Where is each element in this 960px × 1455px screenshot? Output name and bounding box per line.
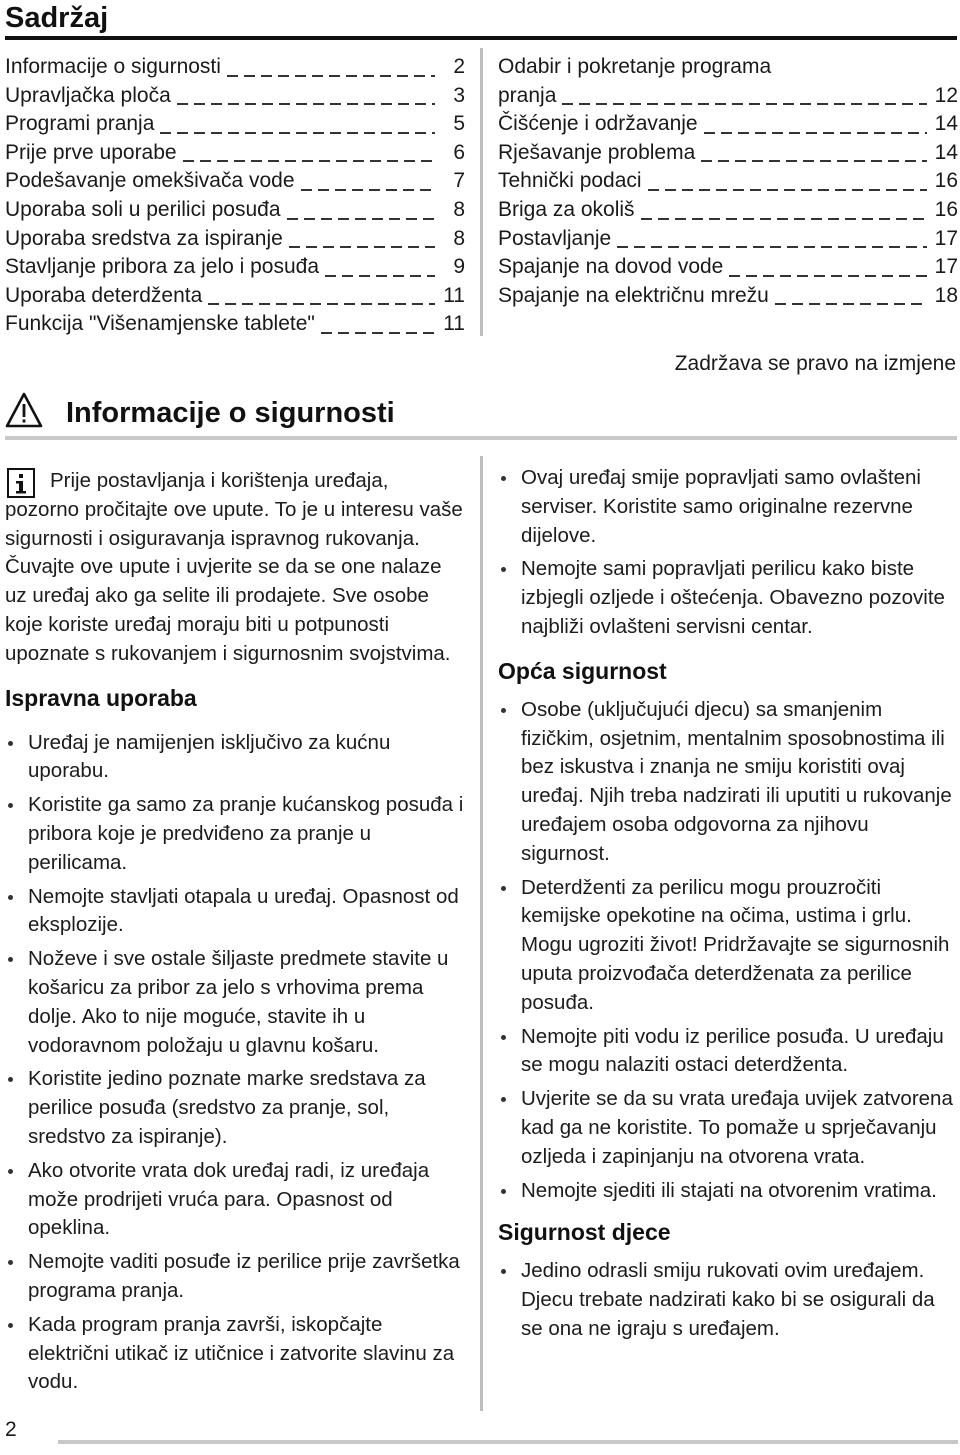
- toc-entry-label: Čišćenje i održavanje: [498, 112, 698, 136]
- toc-entry-label: Uporaba sredstva za ispiranje: [5, 226, 283, 250]
- toc-entry-page: 12: [934, 83, 958, 107]
- toc-entry: [498, 282, 958, 311]
- list-item: Kada program pranja završi, iskopčajte električni utikač iz utičnice i zatvorite slavinu za vodu.: [5, 1311, 465, 1397]
- warning-triangle-icon: [4, 391, 44, 434]
- toc-entry-page: 17: [934, 226, 958, 250]
- toc-leader: [208, 299, 435, 305]
- toc-entry-label: Rješavanje problema: [498, 140, 696, 164]
- toc-entry-label: Programi pranja: [5, 112, 155, 136]
- toc-leader: [183, 156, 435, 162]
- toc-entry-label: Prije prve uporabe: [5, 140, 177, 164]
- toc-entry-page: 11: [443, 312, 465, 336]
- toc-leader: [301, 185, 435, 191]
- list-item: Ovaj uređaj smije popravljati samo ovlašteni serviser. Koristite samo originalne rezervne dijelove.: [498, 464, 958, 550]
- general-safety-list: [498, 696, 958, 1206]
- list-item: Nemojte vaditi posuđe iz perilice prije završetka programa pranja.: [5, 1248, 465, 1306]
- toc-entry: [498, 225, 958, 254]
- toc-entry-label: Upravljačka ploča: [5, 83, 171, 107]
- toc-entry-page: 11: [443, 283, 465, 307]
- toc-entry-page: 7: [453, 169, 465, 193]
- list-item: Nemojte stavljati otapala u uređaj. Opasnost od eksplozije.: [5, 883, 465, 941]
- toc-entry-label: pranja: [498, 83, 557, 107]
- toc-right: [498, 53, 958, 310]
- toc-entry: [5, 310, 465, 339]
- intro-paragraph: Prije postavljanja i korištenja uređaja, pozorno pročitajte ove upute. To je u interesu vaše sigurnosti i osiguravanja ispravnog rukovanja. Čuvajte ove upute i uvjerite se da se one nalaze uz uređaj ako ga selite ili prodajete. Sve osobe koje koriste uređaj moraju biti u potpunosti upoznate s rukovanjem i sigurnosnim svojstvima.: [5, 469, 463, 665]
- toc-leader: [289, 242, 435, 248]
- toc-entry-page: 8: [453, 226, 465, 250]
- toc-entry-label: Uporaba deterdženta: [5, 283, 203, 307]
- toc-entry: [5, 253, 465, 282]
- list-item: Uvjerite se da su vrata uređaja uvijek zatvorena kad ga ne koristite. To pomaže u sprječavanju ozljeda i zapinjanju na otvorena vrata.: [498, 1085, 958, 1171]
- toc-left: [5, 53, 465, 339]
- toc-entry-label: Spajanje na dovod vode: [498, 255, 724, 279]
- toc-entry: [498, 167, 958, 196]
- toc-leader: [325, 271, 435, 277]
- toc-leader: [160, 128, 435, 134]
- toc-leader: [775, 299, 927, 305]
- heading-child-safety: Sigurnost djece: [498, 1219, 671, 1246]
- toc-entry-page: 16: [934, 169, 958, 193]
- list-item: Koristite ga samo za pranje kućanskog posuđa i pribora koje je predviđeno za pranje u perilicama.: [5, 791, 465, 877]
- toc-entry: [498, 110, 958, 139]
- toc-entry: [498, 253, 958, 282]
- heading-correct-use: Ispravna uporaba: [5, 684, 197, 711]
- column-divider: [480, 456, 483, 1411]
- heading-general-safety: Opća sigurnost: [498, 657, 667, 684]
- toc-entry-label: Postavljanje: [498, 226, 612, 250]
- toc-entry-page: 8: [453, 197, 465, 221]
- list-item: Uređaj je namijenjen isključivo za kućnu uporabu.: [5, 729, 465, 787]
- toc-right-first-line: Odabir i pokretanje programa: [498, 55, 772, 78]
- toc-entry: [5, 82, 465, 111]
- footer-rule: [58, 1440, 958, 1444]
- toc-entry-page: 17: [934, 255, 958, 279]
- toc-entry: [5, 282, 465, 311]
- toc-leader: [641, 214, 927, 220]
- toc-entry-label: Stavljanje pribora za jelo i posuđa: [5, 255, 320, 279]
- list-item: Ako otvorite vrata dok uređaj radi, iz uređaja može prodrijeti vruća para. Opasnost od opeklina.: [5, 1157, 465, 1243]
- list-item: Koristite jedino poznate marke sredstava za perilice posuđa (sredstvo za pranje, sol, sredstvo za ispiranje).: [5, 1065, 465, 1151]
- toc-entry: [5, 167, 465, 196]
- toc-entry-page: 2: [453, 55, 465, 78]
- service-list: [498, 464, 958, 642]
- toc-entry: [5, 53, 465, 82]
- toc-entry-page: 5: [453, 112, 465, 136]
- toc-entry-page: 3: [453, 83, 465, 107]
- toc-entry: [498, 82, 958, 111]
- toc-entry-label: Funkcija "Višenamjenske tablete": [5, 312, 315, 336]
- list-item: Nemojte sjediti ili stajati na otvorenim vratima.: [498, 1177, 958, 1206]
- toc-entry-page: 6: [453, 140, 465, 164]
- toc-entry-label: Spajanje na električnu mrežu: [498, 283, 769, 307]
- section-heading: Informacije o sigurnosti: [66, 397, 395, 429]
- toc-leader: [648, 185, 927, 191]
- list-item: Deterdženti za perilicu mogu prouzročiti kemijske opekotine na očima, ustima i grlu. Mogu ugroziti život! Pridržavajte se sigurnosnih uputa proizvođača deterdženata za perilice posuđa.: [498, 874, 958, 1018]
- toc-entry: [498, 139, 958, 168]
- toc-entry: [5, 110, 465, 139]
- toc-entry-label: Tehnički podaci: [498, 169, 642, 193]
- correct-use-list: [5, 729, 465, 1398]
- toc-leader: [701, 156, 926, 162]
- left-column: [5, 467, 465, 1402]
- list-item: Noževe i sve ostale šiljaste predmete stavite u košaricu za pribor za jelo s vrhovima prema dolje. Ako to nije moguće, stavite ih u vodoravnom položaju u glavnu košaru.: [5, 945, 465, 1060]
- toc-entry: [498, 196, 958, 225]
- toc-entry-page: 16: [934, 197, 958, 221]
- list-item: Jedino odrasli smiju rukovati ovim uređajem. Djecu trebate nadzirati kako bi se osigurali da se ona ne igraju s uređajem.: [498, 1257, 958, 1343]
- toc-entry-label: Informacije o sigurnosti: [5, 55, 221, 78]
- list-item: Osobe (uključujući djecu) sa smanjenim fizičkim, osjetnim, mentalnim sposobnostima ili bez iskustva i znanja ne smiju koristiti ovaj uređaj. Njih treba nadzirati ili uputiti u rukovanje uređajem osoba odgovorna za njihovu sigurnost.: [498, 696, 958, 869]
- toc-entry-label: Briga za okoliš: [498, 197, 635, 221]
- toc-entry: [5, 139, 465, 168]
- toc-leader: [227, 71, 435, 77]
- right-column: [498, 464, 958, 1349]
- title-rule: [5, 36, 957, 40]
- toc-leader: [562, 99, 926, 105]
- reserved-note: Zadržava se pravo na izmjene: [674, 352, 956, 375]
- child-safety-list: [498, 1257, 958, 1343]
- toc-entry-page: 14: [934, 112, 958, 136]
- section-rule: [5, 436, 957, 440]
- toc-entry-page: 14: [934, 140, 958, 164]
- toc-leader: [287, 214, 436, 220]
- list-item: Nemojte sami popravljati perilicu kako biste izbjegli ozljede i oštećenja. Obavezno pozovite najbliži ovlašteni servisni centar.: [498, 555, 958, 641]
- toc-entry: [5, 196, 465, 225]
- page-title: Sadržaj: [5, 2, 109, 34]
- toc-leader: [704, 128, 927, 134]
- toc-divider: [480, 48, 483, 336]
- toc-entry: [5, 225, 465, 254]
- toc-entry-page: 18: [934, 283, 958, 307]
- toc-leader: [177, 99, 435, 105]
- toc-entry-label: Uporaba soli u perilici posuđa: [5, 197, 281, 221]
- toc-entry-label: Podešavanje omekšivača vode: [5, 169, 295, 193]
- list-item: Nemojte piti vodu iz perilice posuđa. U uređaju se mogu nalaziti ostaci deterdženta.: [498, 1023, 958, 1081]
- toc-leader: [729, 271, 926, 277]
- toc-entry-page: 9: [453, 255, 465, 279]
- toc-leader: [321, 328, 435, 334]
- page-number: 2: [5, 1418, 17, 1441]
- toc-leader: [617, 242, 926, 248]
